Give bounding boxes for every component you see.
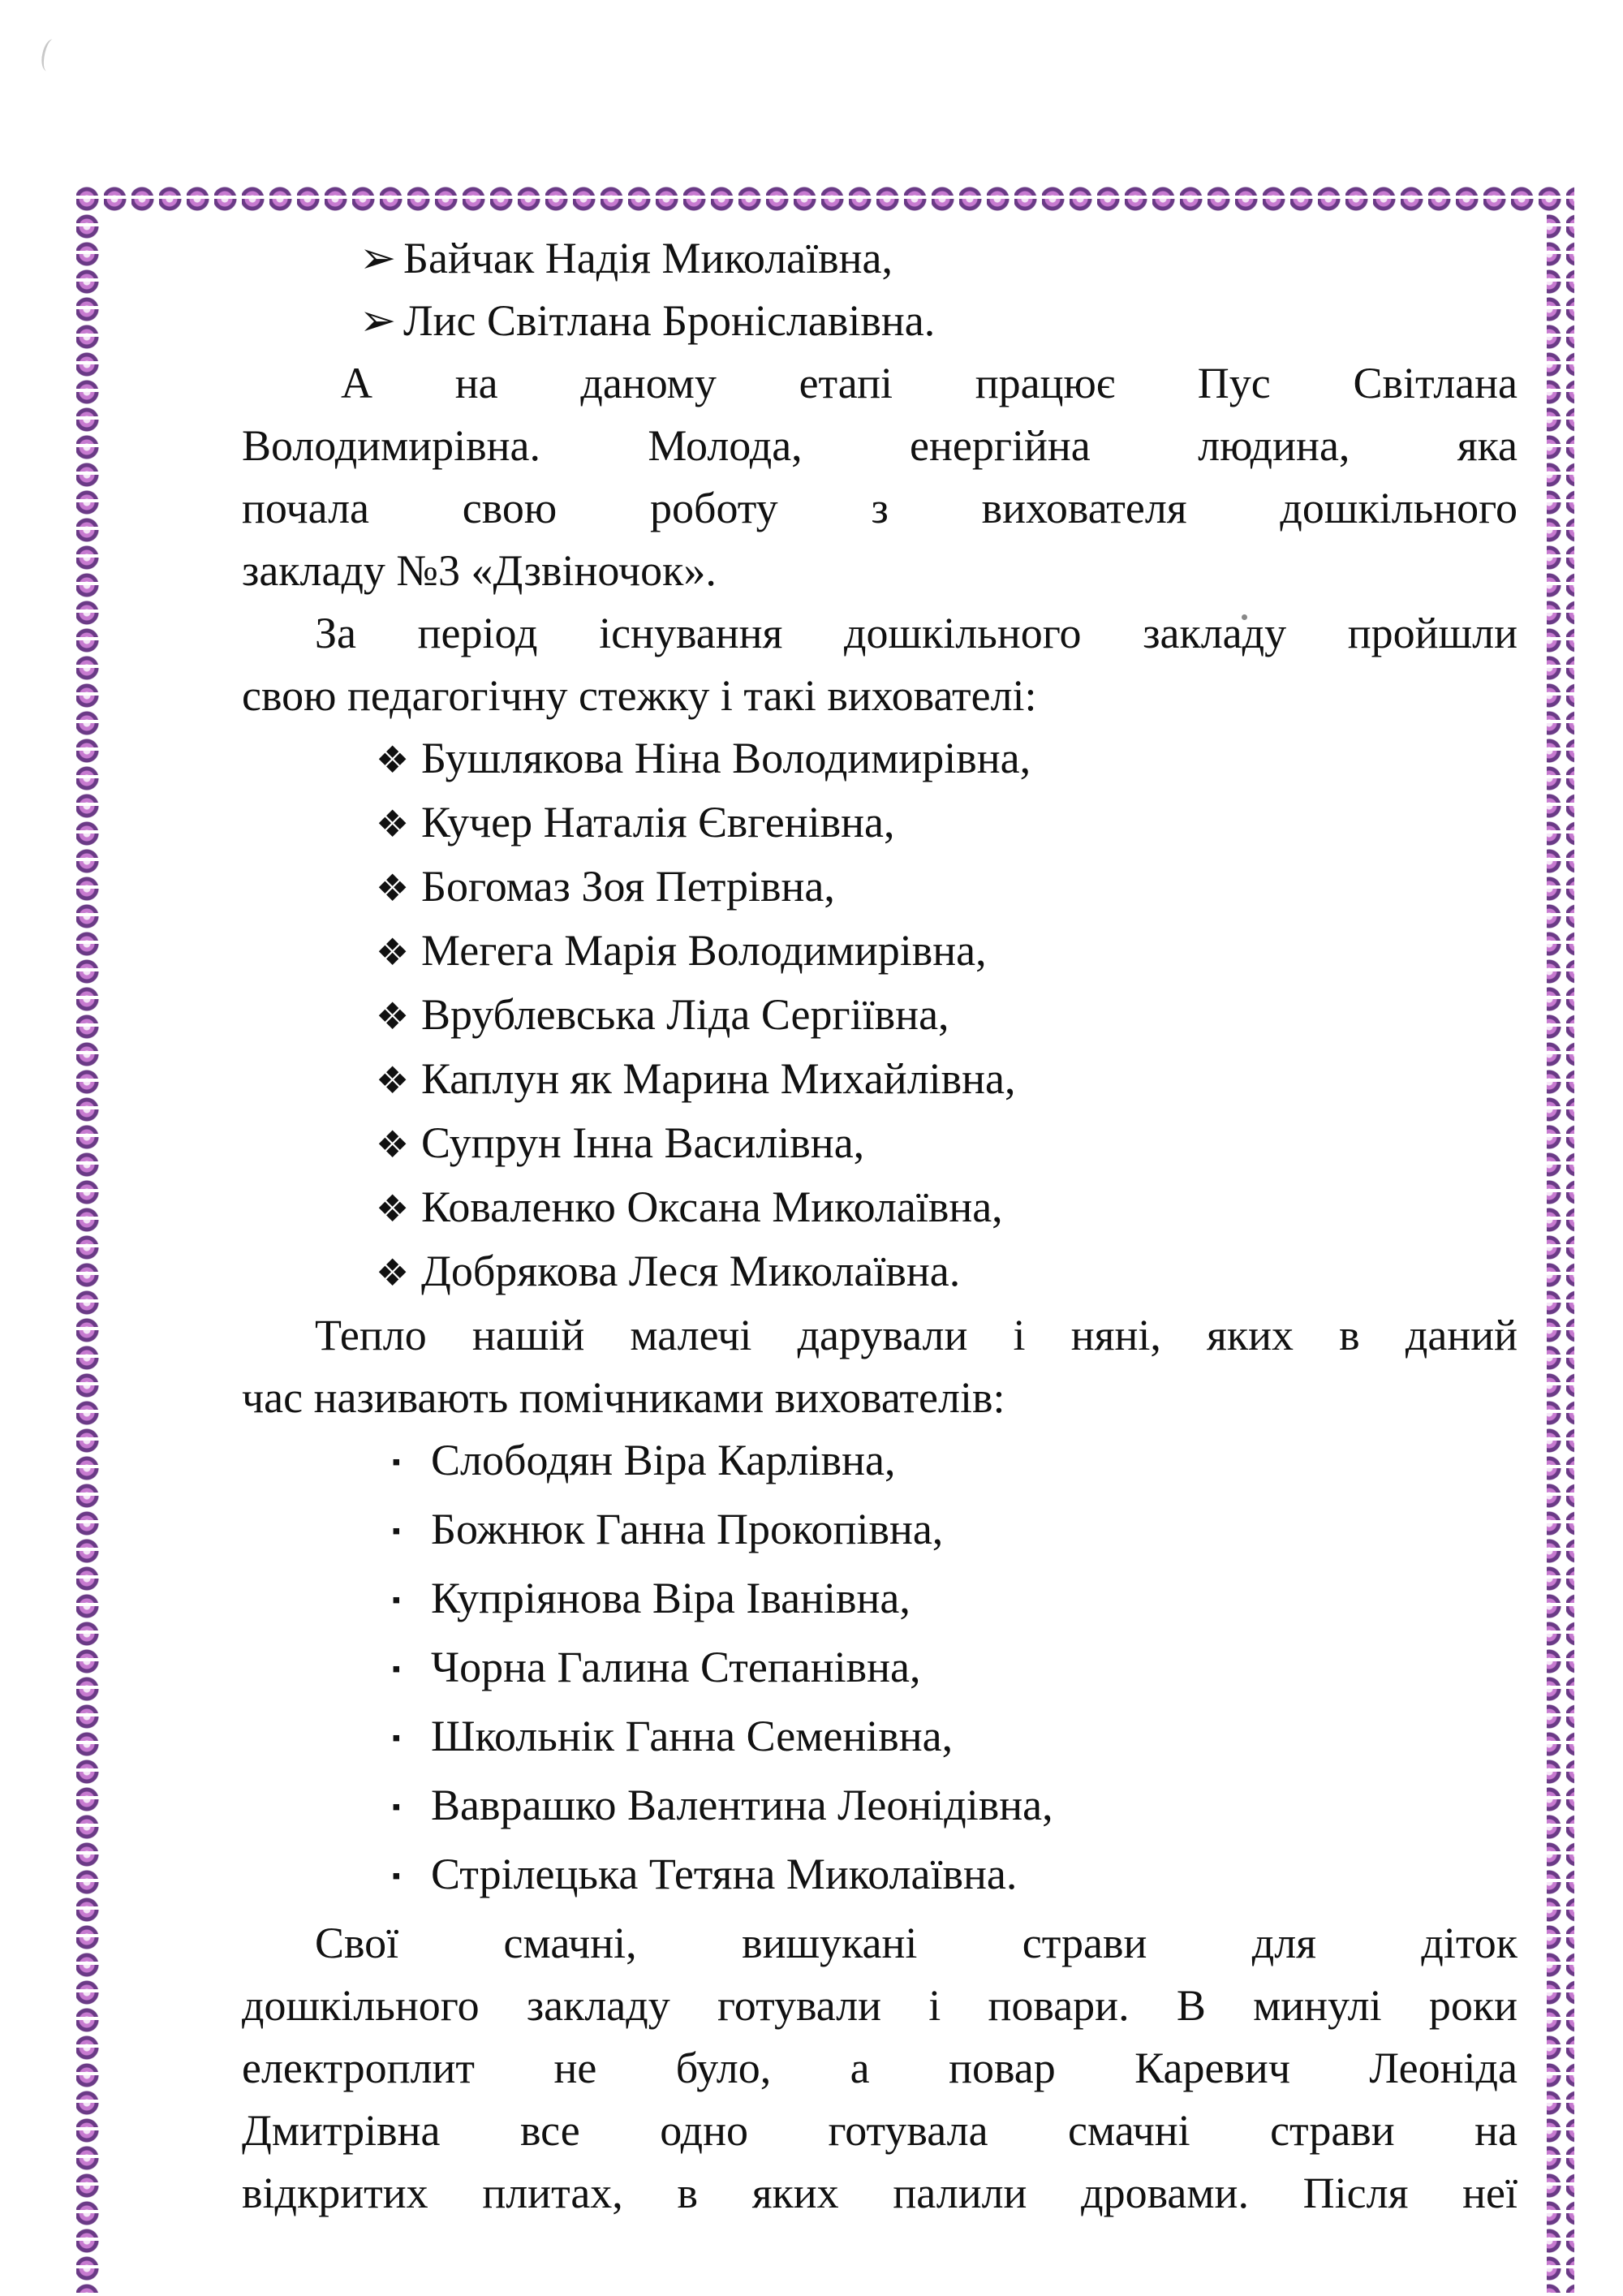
list-item bbox=[376, 1240, 1518, 1304]
list-item bbox=[376, 1176, 1518, 1240]
paragraph-4 bbox=[242, 1912, 1518, 2225]
diamond-bullet-icon: ❖ bbox=[376, 803, 410, 845]
diamond-bullet-icon: ❖ bbox=[376, 932, 410, 973]
list-item bbox=[392, 1567, 1518, 1636]
list-item bbox=[376, 920, 1518, 984]
list-item-text: Добрякова Леся Миколаївна. bbox=[421, 1247, 961, 1295]
pencil-mark bbox=[39, 37, 61, 72]
diamond-bullet-icon: ❖ bbox=[376, 996, 410, 1037]
paragraph-line: Дмитрівна все одно готувала смачні страви на bbox=[242, 2106, 1518, 2155]
list-item-text: Богомаз Зоя Петрівна, bbox=[421, 862, 835, 911]
list-item-text: Чорна Галина Степанівна, bbox=[431, 1643, 921, 1691]
list-item-text: Ваврашко Валентина Леонідівна, bbox=[431, 1781, 1053, 1829]
paragraph-line: дошкільного закладу готували і повари. В минулі роки bbox=[242, 1981, 1518, 2030]
list-item bbox=[392, 1636, 1518, 1705]
paragraph-line: Свої смачні, вишукані страви для діток bbox=[315, 1919, 1518, 1967]
diamond-bullet-icon: ❖ bbox=[376, 1188, 410, 1230]
list-item-text: Коваленко Оксана Миколаївна, bbox=[421, 1182, 1003, 1231]
list-item bbox=[376, 984, 1518, 1048]
paragraph-line: За період існування дошкільного закладу пройшли bbox=[315, 609, 1518, 657]
paragraph-2 bbox=[242, 602, 1518, 727]
square-bullet-icon: ▪ bbox=[392, 1449, 401, 1475]
diamond-bullet-icon: ❖ bbox=[376, 1124, 410, 1165]
arrow-bullet-icon: ➢ bbox=[359, 234, 397, 282]
list-item-text: Купріянова Віра Іванівна, bbox=[431, 1574, 911, 1622]
paragraph-line: Тепло нашій малечі дарували і няні, яких в даний bbox=[315, 1311, 1518, 1359]
paragraph-3 bbox=[242, 1304, 1518, 1429]
diamond-bullet-icon: ❖ bbox=[376, 1252, 410, 1294]
list-item-text: Мегега Марія Володимирівна, bbox=[421, 926, 987, 975]
list-item bbox=[359, 290, 1518, 352]
list-item-text: Супрун Інна Василівна, bbox=[421, 1118, 865, 1167]
list-item-text: Божнюк Ганна Прокопівна, bbox=[431, 1505, 944, 1553]
paragraph-line: закладу №3 «Дзвіночок». bbox=[242, 546, 717, 595]
list-item-text: Стрілецька Тетяна Миколаївна. bbox=[431, 1850, 1018, 1898]
list-item bbox=[376, 727, 1518, 791]
list-item-text: Лис Світлана Броніславівна. bbox=[403, 296, 936, 345]
list-item bbox=[392, 1705, 1518, 1774]
paragraph-line: почала свою роботу з вихователя дошкільного bbox=[242, 484, 1518, 532]
document-text bbox=[242, 227, 1518, 2225]
paragraph-line: час називають помічниками вихователів: bbox=[242, 1373, 1005, 1422]
list-item-text: Кучер Наталія Євгенівна, bbox=[421, 798, 895, 846]
paragraph-1 bbox=[242, 352, 1518, 602]
paragraph-line: Володимирівна. Молода, енергійна людина, яка bbox=[242, 421, 1518, 470]
square-bullet-icon: ▪ bbox=[392, 1587, 401, 1613]
list-item-text: Врублевська Ліда Сергіївна, bbox=[421, 990, 949, 1039]
list-item-text: Каплун як Марина Михайлівна, bbox=[421, 1054, 1016, 1103]
arrow-bullet-icon: ➢ bbox=[359, 296, 397, 345]
diamond-bullet-icon: ❖ bbox=[376, 739, 410, 781]
educators-list bbox=[242, 727, 1518, 1304]
list-item bbox=[392, 1498, 1518, 1567]
square-bullet-icon: ▪ bbox=[392, 1656, 401, 1682]
list-item-text: Слободян Віра Карлівна, bbox=[431, 1436, 896, 1484]
diamond-bullet-icon: ❖ bbox=[376, 868, 410, 909]
square-bullet-icon: ▪ bbox=[392, 1725, 401, 1751]
list-item bbox=[392, 1429, 1518, 1498]
list-item bbox=[376, 855, 1518, 920]
paragraph-line: свою педагогічну стежку і такі вихователі: bbox=[242, 671, 1037, 720]
square-bullet-icon: ▪ bbox=[392, 1794, 401, 1820]
paragraph-line: електроплит не було, а повар Каревич Леоніда bbox=[242, 2044, 1518, 2092]
list-item bbox=[392, 1843, 1518, 1912]
list-item bbox=[392, 1774, 1518, 1843]
list-item bbox=[376, 1048, 1518, 1112]
list-item bbox=[376, 1112, 1518, 1176]
list-item bbox=[376, 791, 1518, 855]
square-bullet-icon: ▪ bbox=[392, 1518, 401, 1544]
list-item-text: Бушлякова Ніна Володимирівна, bbox=[421, 734, 1031, 782]
diamond-bullet-icon: ❖ bbox=[376, 1060, 410, 1101]
square-bullet-icon: ▪ bbox=[392, 1863, 401, 1889]
list-item-text: Байчак Надія Миколаївна, bbox=[403, 234, 893, 282]
list-item-text: Школьнік Ганна Семенівна, bbox=[431, 1712, 954, 1760]
nannies-list bbox=[242, 1429, 1518, 1912]
list-item bbox=[359, 227, 1518, 290]
paragraph-line: відкритих плитах, в яких палили дровами. Після неї bbox=[242, 2169, 1518, 2217]
paragraph-line: А на даному етапі працює Пус Світлана bbox=[341, 359, 1518, 407]
